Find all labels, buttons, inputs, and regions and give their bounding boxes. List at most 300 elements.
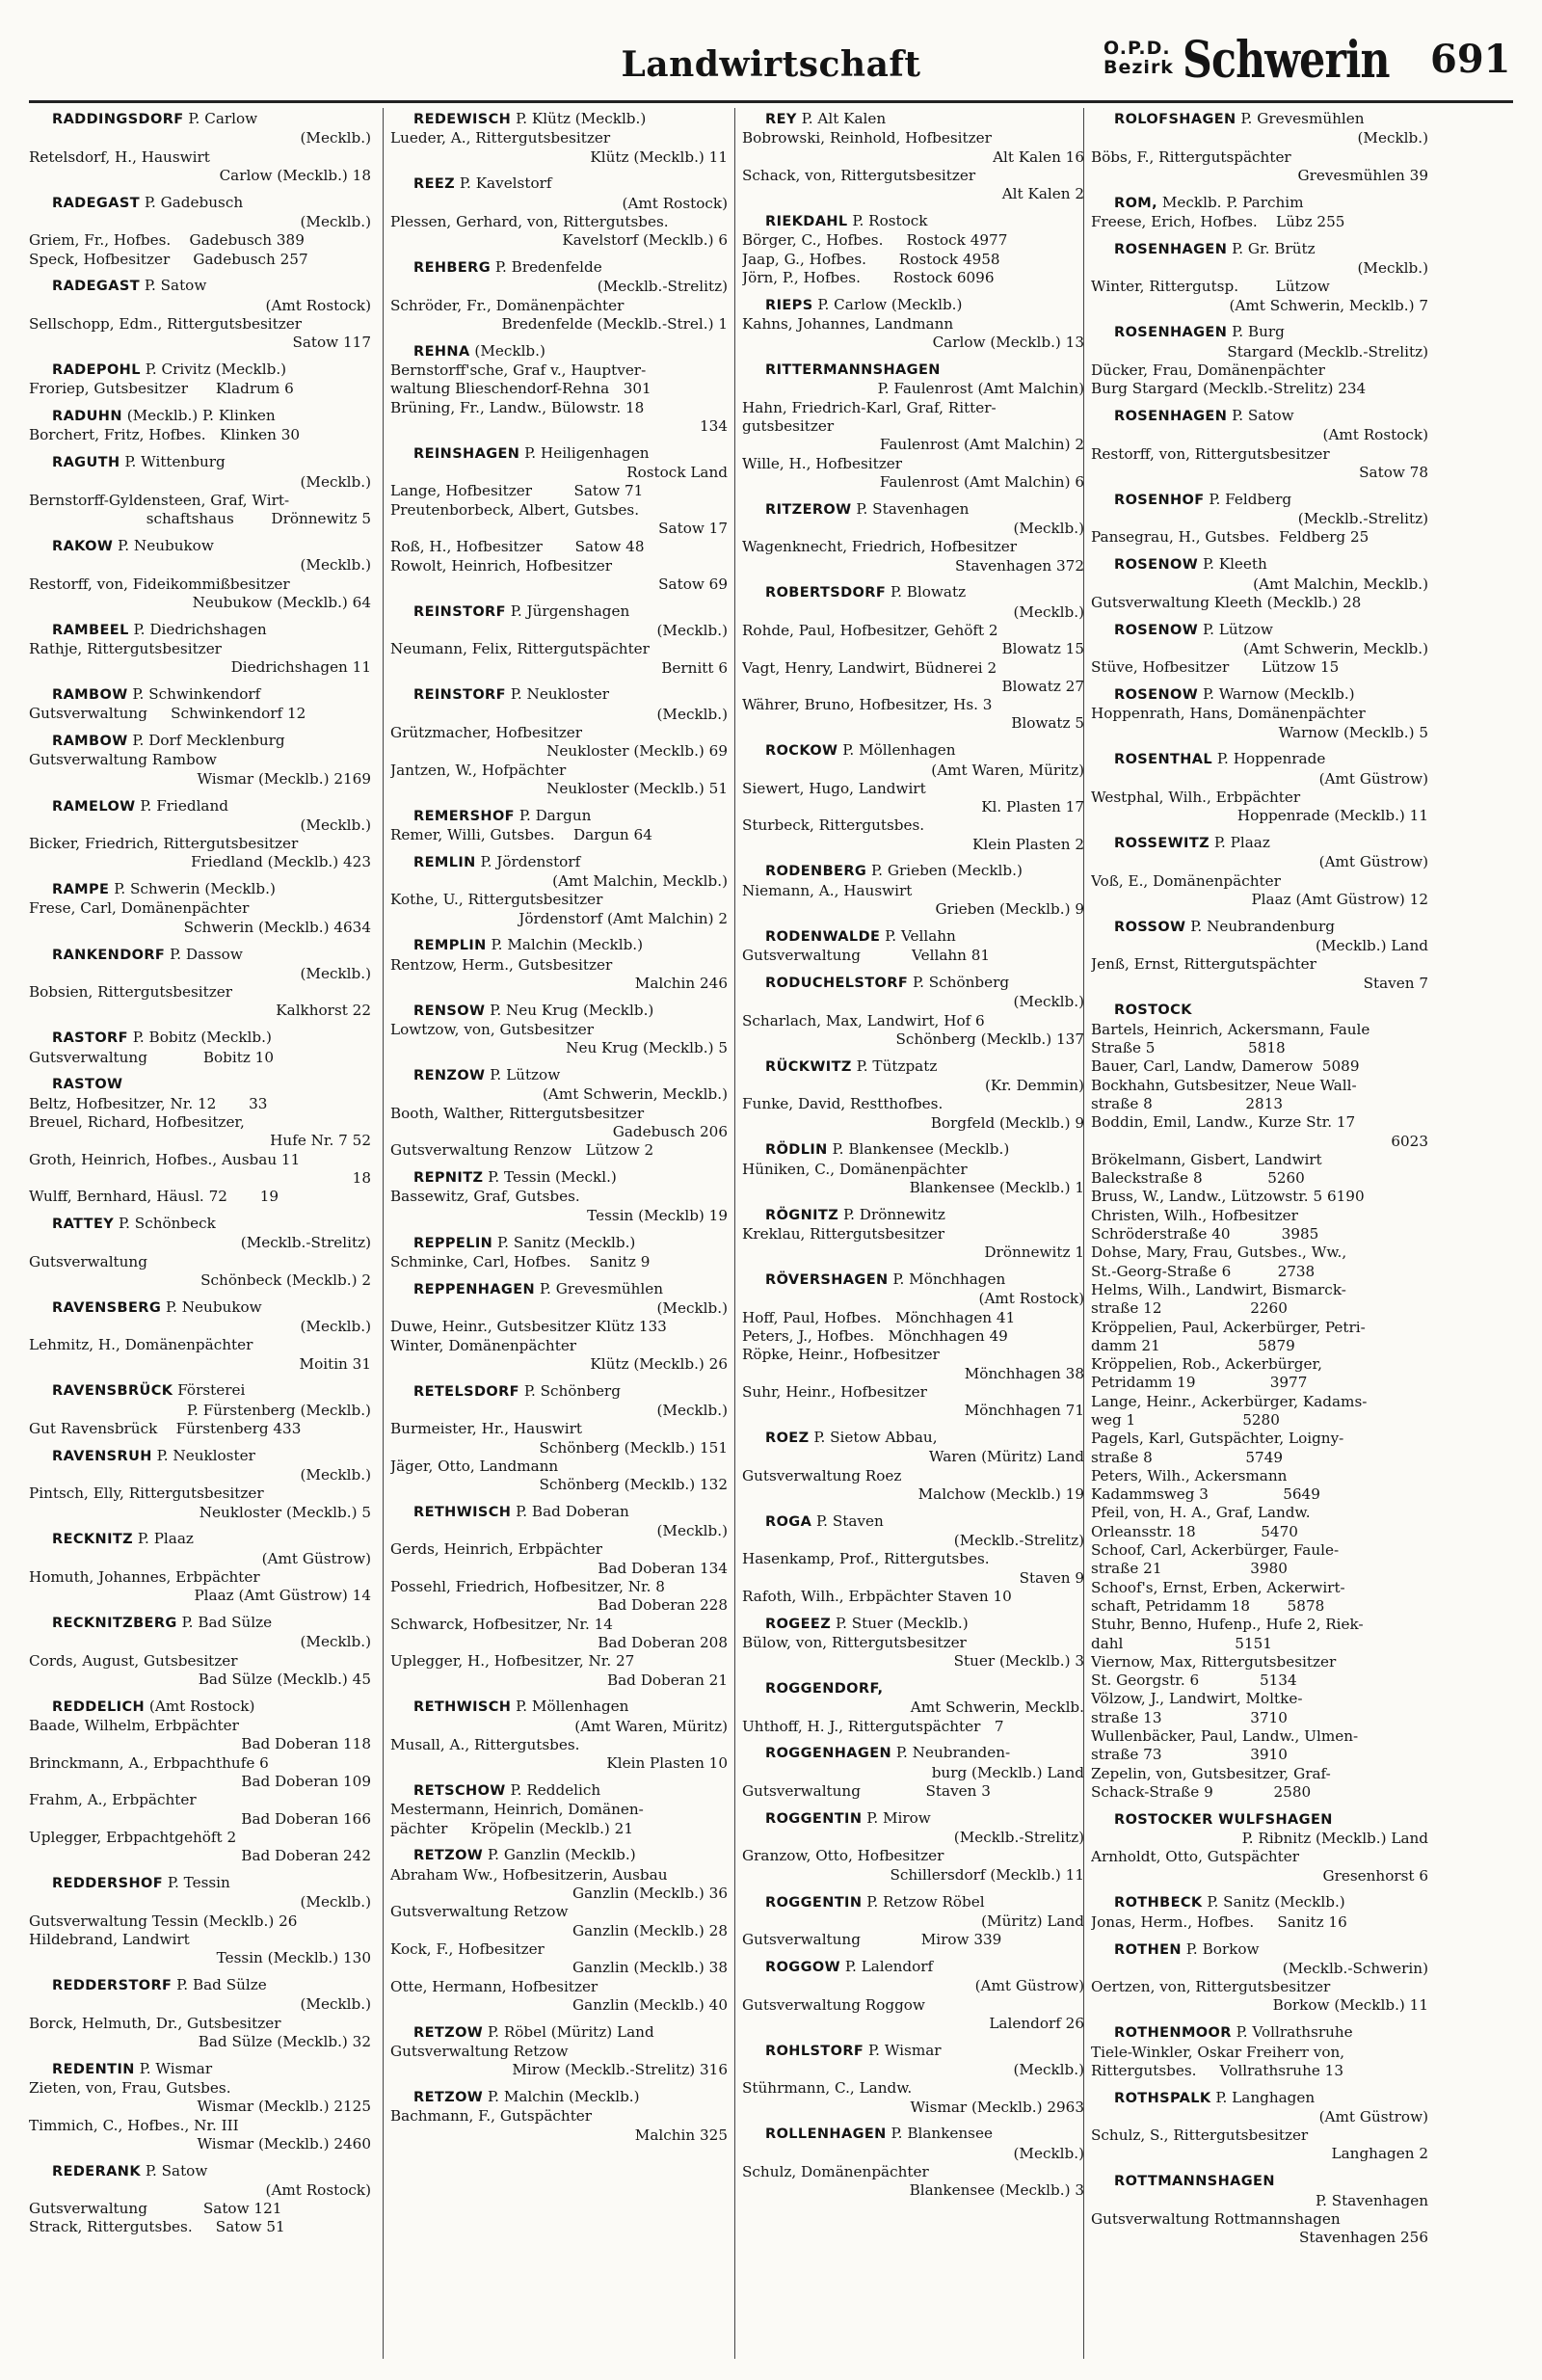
entry-line: Bad Doberan 134 bbox=[598, 1559, 728, 1577]
entry-line: Gerds, Heinrich, Erbpächter bbox=[390, 1540, 602, 1559]
entry-heading bbox=[742, 1057, 1084, 1077]
entry-line: Kock, F., Hofbesitzer bbox=[390, 1939, 545, 1958]
entry-heading bbox=[390, 1234, 728, 1253]
entry-line: Gutsverwaltung Staven 3 bbox=[742, 1782, 991, 1801]
entry-line: (Mecklb.) bbox=[1357, 129, 1428, 147]
place-postal: P. Crivitz (Mecklb.) bbox=[145, 361, 287, 379]
entry-line: Stavenhagen 256 bbox=[1298, 2229, 1428, 2247]
entry-line: Bredenfelde (Mecklb.-Strel.) 1 bbox=[501, 314, 728, 333]
entry-heading bbox=[742, 1615, 1084, 1634]
entry-line: Suhr, Heinr., Hofbesitzer bbox=[742, 1382, 927, 1401]
entry-line: Amt Schwerin, Mecklb. bbox=[910, 1698, 1084, 1717]
place-postal: P. Wismar bbox=[868, 2041, 942, 2059]
entry-line: (Mecklb.) bbox=[656, 621, 728, 639]
entry-line: Cords, August, Gutsbesitzer bbox=[29, 1651, 238, 1670]
entry-line: Viernow, Max, Rittergutsbesitzer bbox=[1091, 1652, 1337, 1671]
entry-heading bbox=[390, 174, 728, 194]
directory-entry bbox=[1091, 1940, 1428, 2016]
place-name: RAKOW bbox=[52, 538, 114, 554]
entry-line: (Amt Güstrow) bbox=[1318, 769, 1428, 788]
entry-line: Staven 9 bbox=[1019, 1568, 1084, 1587]
entry-line: Bassewitz, Graf, Gutsbes. bbox=[390, 1188, 580, 1206]
place-postal: P. Neu Krug (Mecklb.) bbox=[490, 1001, 654, 1019]
entry-line: Pfeil, von, H. A., Graf, Landw. bbox=[1091, 1504, 1311, 1522]
entry-heading bbox=[1091, 110, 1428, 129]
entry-line: Hoppenrade (Mecklb.) 11 bbox=[1236, 807, 1428, 825]
place-name: RATTEY bbox=[52, 1216, 115, 1232]
place-postal: P. Lützow bbox=[1202, 620, 1273, 638]
entry-heading bbox=[390, 853, 728, 872]
entry-heading bbox=[1091, 1893, 1428, 1912]
place-name: ROGGENTIN bbox=[765, 1894, 863, 1911]
entry-line: Gutsverwaltung Tessin (Mecklb.) 26 bbox=[29, 1912, 298, 1930]
directory-entry bbox=[1091, 194, 1428, 232]
entry-line: (Amt Rostock) bbox=[265, 2180, 371, 2199]
place-postal: P. Warnow (Mecklb.) bbox=[1202, 685, 1355, 704]
place-postal: P. Ganzlin (Mecklb.) bbox=[488, 1846, 636, 1864]
directory-column-4 bbox=[1091, 110, 1428, 2366]
directory-entry bbox=[29, 685, 371, 724]
entry-line: Gresenhorst 6 bbox=[1322, 1866, 1428, 1885]
place-postal: P. Langhagen bbox=[1215, 2088, 1316, 2106]
place-name: REMERSHOF bbox=[413, 808, 515, 824]
entry-line: P. Faulenrost (Amt Malchin) bbox=[877, 380, 1084, 398]
place-name: RANKENDORF bbox=[52, 947, 166, 963]
entry-line: Mönchhagen 38 bbox=[964, 1364, 1084, 1382]
entry-heading bbox=[390, 685, 728, 705]
place-postal: P. Carlow (Mecklb.) bbox=[817, 295, 963, 313]
place-name: RADEGAST bbox=[52, 195, 140, 211]
entry-line: Neumann, Felix, Rittergutspächter bbox=[390, 640, 650, 658]
entry-line: Mirow (Mecklb.-Strelitz) 316 bbox=[512, 2061, 728, 2079]
entry-heading bbox=[29, 453, 371, 472]
entry-line: 6023 bbox=[1391, 1132, 1428, 1150]
entry-line: Ganzlin (Mecklb.) 40 bbox=[572, 1995, 728, 2014]
entry-heading bbox=[29, 407, 371, 426]
place-postal: P. Neubukow bbox=[118, 536, 214, 554]
place-name: RAMELOW bbox=[52, 798, 136, 815]
entry-line: (Amt Schwerin, Mecklb.) bbox=[542, 1085, 728, 1104]
place-postal: (Mecklb.) P. Klinken bbox=[126, 407, 276, 425]
directory-entry bbox=[1091, 2023, 1428, 2080]
place-postal: P. Retzow Röbel bbox=[866, 1892, 985, 1911]
directory-entry bbox=[1091, 2172, 1428, 2247]
place-name: REDDELICH bbox=[52, 1698, 146, 1715]
place-postal: P. Gr. Brütz bbox=[1232, 239, 1316, 257]
place-name: RADEPOHL bbox=[52, 362, 141, 379]
directory-entry bbox=[742, 110, 1084, 203]
entry-line: Bartels, Heinrich, Ackersmann, Faule bbox=[1091, 1020, 1370, 1038]
entry-heading bbox=[29, 537, 371, 556]
entry-line: (Amt Schwerin, Mecklb.) bbox=[1242, 639, 1428, 657]
directory-entry bbox=[1091, 240, 1428, 315]
entry-line: 134 bbox=[700, 416, 728, 435]
entry-line: Funke, David, Restthofbes. bbox=[742, 1095, 944, 1113]
directory-entry bbox=[29, 880, 371, 937]
entry-heading bbox=[390, 1382, 728, 1402]
entry-line: Schulz, Domänenpächter bbox=[742, 2162, 929, 2180]
place-postal: P. Plaaz bbox=[1213, 834, 1270, 852]
directory-entry bbox=[1091, 407, 1428, 482]
entry-line: (Kr. Demmin) bbox=[984, 1076, 1084, 1094]
entry-heading bbox=[29, 797, 371, 816]
entry-line: Alt Kalen 16 bbox=[993, 147, 1084, 166]
place-name: RETSCHOW bbox=[413, 1783, 506, 1800]
entry-line: damm 21 5879 bbox=[1091, 1336, 1295, 1354]
place-postal: P. Möllenhagen bbox=[842, 741, 956, 760]
entry-line: Stargard (Mecklb.-Strelitz) bbox=[1227, 342, 1428, 361]
place-postal: P. Sanitz (Mecklb.) bbox=[1207, 1893, 1345, 1912]
place-postal: P. Mirow bbox=[866, 1808, 931, 1827]
entry-heading bbox=[29, 732, 371, 751]
place-postal: P. Dargun bbox=[518, 806, 592, 824]
place-name: ROTHBECK bbox=[1114, 1895, 1203, 1912]
place-name: REMLIN bbox=[413, 854, 476, 870]
place-postal: P. Tützpatz bbox=[856, 1056, 938, 1075]
entry-line: Bad Doberan 109 bbox=[241, 1772, 371, 1790]
place-postal: P. Wismar bbox=[139, 2059, 213, 2077]
entry-heading bbox=[390, 1002, 728, 1021]
entry-line: Blankensee (Mecklb.) 3 bbox=[909, 2181, 1084, 2200]
entry-line: Satow 17 bbox=[658, 519, 728, 537]
entry-line: Bülow, von, Rittergutsbesitzer bbox=[742, 1633, 967, 1651]
entry-line: Pintsch, Elly, Rittergutsbesitzer bbox=[29, 1484, 264, 1503]
entry-line: (Mecklb.) bbox=[300, 1995, 371, 2014]
place-postal: P. Rostock bbox=[852, 211, 928, 229]
directory-entry bbox=[29, 1029, 371, 1067]
entry-line: Neukloster (Mecklb.) 69 bbox=[546, 742, 728, 761]
entry-line: St. Georgstr. 6 5134 bbox=[1091, 1671, 1297, 1690]
entry-line: Neubukow (Mecklb.) 64 bbox=[192, 593, 371, 611]
place-name: ROEZ bbox=[765, 1431, 810, 1446]
directory-entry bbox=[390, 2088, 728, 2145]
entry-line: straße 13 3710 bbox=[1091, 1708, 1288, 1726]
entry-line: Christen, Wilh., Hofbesitzer bbox=[1091, 1206, 1298, 1224]
place-name: RAMBOW bbox=[52, 734, 128, 750]
directory-entry bbox=[742, 583, 1084, 733]
place-name: ROGGOW bbox=[765, 1959, 841, 1975]
entry-line: Timmich, C., Hofbes., Nr. III bbox=[29, 2116, 239, 2134]
directory-entry bbox=[742, 1270, 1084, 1420]
entry-heading bbox=[390, 1066, 728, 1085]
entry-line: Rentzow, Herm., Gutsbesitzer bbox=[390, 955, 613, 974]
entry-line: Pansegrau, H., Gutsbes. Feldberg 25 bbox=[1091, 528, 1369, 547]
place-postal: P. Heiligenhagen bbox=[524, 443, 650, 462]
entry-line: Böbs, F., Rittergutspächter bbox=[1091, 147, 1291, 166]
entry-line: Waren (Müritz) Land bbox=[928, 1448, 1084, 1466]
directory-entry bbox=[742, 927, 1084, 966]
entry-line: Granzow, Otto, Hofbesitzer bbox=[742, 1847, 944, 1865]
place-postal: P. Dassow bbox=[170, 945, 243, 963]
entry-line: Bad Doberan 21 bbox=[606, 1671, 728, 1689]
place-name: ROBERTSDORF bbox=[765, 585, 887, 602]
entry-line: Jörn, P., Hofbes. Rostock 6096 bbox=[742, 268, 995, 286]
directory-entry bbox=[1091, 1810, 1428, 1885]
entry-line: Helms, Wilh., Landwirt, Bismarck- bbox=[1091, 1280, 1346, 1298]
entry-heading bbox=[29, 946, 371, 965]
entry-heading bbox=[29, 1874, 371, 1893]
entry-line: Borgfeld (Mecklb.) 9 bbox=[930, 1113, 1084, 1132]
place-postal: P. Schönberg bbox=[912, 973, 1010, 991]
entry-line: Rohde, Paul, Hofbesitzer, Gehöft 2 bbox=[742, 621, 998, 639]
place-postal: P. Malchin (Mecklb.) bbox=[488, 2088, 640, 2105]
entry-line: Drönnewitz 1 bbox=[984, 1243, 1084, 1262]
place-postal: P. Malchin (Mecklb.) bbox=[491, 936, 644, 954]
entry-line: Ganzlin (Mecklb.) 36 bbox=[572, 1885, 728, 1903]
place-postal: P. Neubrandenburg bbox=[1190, 917, 1335, 935]
place-postal: P. Burg bbox=[1232, 323, 1285, 341]
place-name: ROGGENDORF, bbox=[765, 1681, 884, 1698]
entry-heading bbox=[1091, 2089, 1428, 2108]
entry-line: Klütz (Mecklb.) 11 bbox=[590, 147, 728, 166]
entry-line: Gadebusch 206 bbox=[612, 1123, 728, 1141]
place-name: REY bbox=[765, 112, 797, 127]
entry-line: Stuhr, Benno, Hufenp., Hufe 2, Riek- bbox=[1091, 1616, 1364, 1634]
entry-line: (Mecklb.) bbox=[656, 705, 728, 723]
entry-line: Bad Doberan 166 bbox=[241, 1809, 371, 1828]
entry-heading bbox=[29, 1614, 371, 1633]
directory-entry bbox=[742, 862, 1084, 919]
place-postal: P. Lützow bbox=[490, 1066, 561, 1084]
entry-line: (Mecklb.-Schwerin) bbox=[1282, 1959, 1428, 1977]
entry-heading bbox=[742, 212, 1084, 231]
entry-line: Börger, C., Hofbes. Rostock 4977 bbox=[742, 231, 1008, 250]
entry-line: straße 21 3980 bbox=[1091, 1560, 1288, 1578]
place-name: ROSENOW bbox=[1114, 622, 1199, 638]
entry-heading bbox=[1091, 1810, 1428, 1830]
entry-line: (Mecklb.-Strelitz) bbox=[240, 1234, 371, 1252]
directory-entry bbox=[390, 110, 728, 167]
entry-line: Restorff, von, Rittergutsbesitzer bbox=[1091, 444, 1330, 463]
entry-line: (Mecklb.) bbox=[300, 1466, 371, 1484]
entry-line: Peters, Wilh., Ackersmann bbox=[1091, 1466, 1288, 1484]
place-postal: P. Blankensee (Mecklb.) bbox=[832, 1140, 1010, 1159]
place-name: REINSHAGEN bbox=[413, 445, 520, 462]
directory-entry bbox=[29, 110, 371, 185]
place-name: ROSENHOF bbox=[1114, 492, 1205, 508]
directory-entry bbox=[390, 258, 728, 334]
place-name: RAMBEEL bbox=[52, 622, 129, 638]
entry-heading bbox=[390, 1503, 728, 1522]
directory-entry bbox=[29, 453, 371, 528]
entry-line: Brinckmann, A., Erbpachthufe 6 bbox=[29, 1753, 269, 1772]
entry-line: Hahn, Friedrich-Karl, Graf, Ritter- bbox=[742, 398, 997, 416]
entry-line: schaft, Petridamm 18 5878 bbox=[1091, 1596, 1325, 1615]
entry-line: Niemann, A., Hauswirt bbox=[742, 881, 913, 899]
place-name: RAVENSBERG bbox=[52, 1299, 162, 1316]
directory-entry bbox=[742, 361, 1084, 492]
place-name: RITZEROW bbox=[765, 501, 852, 518]
place-name: REPPENHAGEN bbox=[413, 1281, 536, 1297]
directory-entry bbox=[742, 1679, 1084, 1736]
place-postal: P. Dorf Mecklenburg bbox=[132, 732, 285, 750]
section-title: Landwirtschaft bbox=[621, 44, 921, 85]
entry-heading bbox=[742, 361, 1084, 380]
entry-line: (Amt Güstrow) bbox=[1318, 853, 1428, 871]
place-postal: P. Borkow bbox=[1185, 1939, 1260, 1958]
entry-line: P. Fürstenberg (Mecklb.) bbox=[186, 1401, 371, 1419]
entry-line: (Mecklb.) bbox=[300, 1317, 371, 1335]
entry-line: Kreklau, Rittergutsbesitzer bbox=[742, 1225, 945, 1243]
place-postal: P. Hoppenrade bbox=[1216, 750, 1326, 768]
entry-line: straße 12 2260 bbox=[1091, 1299, 1288, 1318]
directory-entry bbox=[1091, 685, 1428, 742]
entry-line: Gutsverwaltung Roggow bbox=[742, 1995, 925, 2014]
entry-line: Restorff, von, Fideikommißbesitzer bbox=[29, 575, 290, 593]
place-postal: P. Klütz (Mecklb.) bbox=[516, 110, 647, 127]
entry-line: Hufe Nr. 7 52 bbox=[270, 1132, 371, 1150]
entry-line: Rittergutsbes. Vollrathsruhe 13 bbox=[1091, 2061, 1344, 2079]
place-postal: P. Tessin bbox=[167, 1873, 230, 1891]
entry-line: Bicker, Friedrich, Rittergutsbesitzer bbox=[29, 835, 299, 853]
entry-line: Remer, Willi, Gutsbes. Dargun 64 bbox=[390, 825, 652, 843]
directory-entry bbox=[1091, 555, 1428, 612]
entry-line: Mönchhagen 71 bbox=[964, 1402, 1084, 1420]
entry-line: Jenß, Ernst, Rittergutspächter bbox=[1091, 955, 1316, 974]
entry-line: Vagt, Henry, Landwirt, Büdnerei 2 bbox=[742, 658, 997, 677]
header-rule bbox=[29, 100, 1513, 103]
entry-line: Speck, Hofbesitzer Gadebusch 257 bbox=[29, 250, 308, 268]
entry-line: Faulenrost (Amt Malchin) 6 bbox=[879, 472, 1084, 491]
entry-line: Schröderstraße 40 3985 bbox=[1091, 1225, 1319, 1243]
entry-heading bbox=[1091, 2172, 1428, 2191]
place-name: REDDERSHOF bbox=[52, 1875, 164, 1891]
entry-line: (Amt Malchin, Mecklb.) bbox=[1253, 575, 1428, 593]
entry-line: Brüning, Fr., Landw., Bülowstr. 18 bbox=[390, 398, 645, 416]
entry-line: 18 bbox=[352, 1168, 371, 1187]
entry-line: Musall, A., Rittergutsbes. bbox=[390, 1735, 580, 1753]
place-name: REHNA bbox=[413, 343, 470, 360]
directory-entry bbox=[1091, 621, 1428, 678]
entry-heading bbox=[742, 974, 1084, 993]
entry-line: (Amt Waren, Müritz) bbox=[931, 761, 1084, 779]
entry-line: (Amt Rostock) bbox=[978, 1290, 1084, 1308]
directory-entry bbox=[742, 2042, 1084, 2117]
entry-line: Carlow (Mecklb.) 18 bbox=[219, 166, 371, 184]
entry-line: Schönberg (Mecklb.) 137 bbox=[895, 1030, 1084, 1048]
place-name: RODENWALDE bbox=[765, 928, 881, 945]
place-name: ROGEEZ bbox=[765, 1616, 832, 1632]
entry-heading bbox=[742, 583, 1084, 602]
entry-line: Klein Plasten 10 bbox=[606, 1754, 728, 1773]
directory-entry bbox=[742, 2125, 1084, 2200]
entry-line: (Amt Güstrow) bbox=[974, 1977, 1084, 1995]
entry-line: Bad Sülze (Mecklb.) 32 bbox=[198, 2032, 371, 2050]
entry-heading bbox=[742, 1429, 1084, 1448]
directory-entry bbox=[1091, 110, 1428, 185]
place-name: RETZOW bbox=[413, 1848, 484, 1864]
entry-line: (Mecklb.) bbox=[1013, 993, 1084, 1011]
entry-line: Bernitt 6 bbox=[661, 658, 728, 677]
place-postal: P. Sanitz (Mecklb.) bbox=[497, 1233, 636, 1251]
entry-line: Otte, Hermann, Hofbesitzer bbox=[390, 1977, 598, 1995]
entry-heading bbox=[1091, 1940, 1428, 1960]
entry-line: Roß, H., Hofbesitzer Satow 48 bbox=[390, 538, 645, 556]
entry-line: (Amt Malchin, Mecklb.) bbox=[552, 871, 728, 890]
place-name: ROTHEN bbox=[1114, 1941, 1182, 1958]
directory-entry bbox=[742, 296, 1084, 353]
entry-line: Wismar (Mecklb.) 2460 bbox=[197, 2134, 371, 2153]
directory-entry bbox=[29, 2162, 371, 2237]
place-postal: (Amt Rostock) bbox=[148, 1697, 255, 1715]
entry-heading bbox=[29, 1447, 371, 1466]
entry-line: (Amt Rostock) bbox=[265, 296, 371, 314]
entry-line: Boddin, Emil, Landw., Kurze Str. 17 bbox=[1091, 1113, 1356, 1132]
entry-line: Grieben (Mecklb.) 9 bbox=[935, 900, 1084, 919]
entry-line: Gutsverwaltung Roez bbox=[742, 1466, 902, 1484]
entry-line: Wagenknecht, Friedrich, Hofbesitzer bbox=[742, 538, 1018, 556]
entry-line: Rafoth, Wilh., Erbpächter Staven 10 bbox=[742, 1587, 1012, 1605]
entry-line: Strack, Rittergutsbes. Satow 51 bbox=[29, 2218, 285, 2236]
entry-line: Bad Doberan 242 bbox=[241, 1847, 371, 1865]
place-name: ROSSOW bbox=[1114, 919, 1186, 935]
entry-heading bbox=[29, 194, 371, 213]
place-name: REDEWISCH bbox=[413, 112, 512, 127]
entry-heading bbox=[390, 110, 728, 129]
entry-line: Hildebrand, Landwirt bbox=[29, 1930, 190, 1948]
entry-line: (Mecklb.) bbox=[1013, 2144, 1084, 2162]
entry-line: Bobsien, Rittergutsbesitzer bbox=[29, 983, 232, 1002]
directory-entry bbox=[742, 500, 1084, 575]
directory-entry bbox=[742, 1057, 1084, 1133]
entry-line: Gutsverwaltung Vellahn 81 bbox=[742, 947, 991, 965]
entry-line: Blowatz 27 bbox=[1001, 677, 1084, 695]
entry-line: Moitin 31 bbox=[299, 1354, 371, 1373]
place-name: REHBERG bbox=[413, 260, 492, 277]
entry-heading bbox=[742, 741, 1084, 761]
entry-line: (Mecklb.) bbox=[300, 472, 371, 491]
entry-line: (Mecklb.) bbox=[1357, 259, 1428, 278]
entry-heading bbox=[390, 258, 728, 278]
entry-heading bbox=[29, 1381, 371, 1401]
place-postal: P. Alt Kalen bbox=[801, 110, 887, 127]
entry-line: Tiele-Winkler, Oskar Freiherr von, bbox=[1091, 2043, 1345, 2061]
place-name: ROTHENMOOR bbox=[1114, 2025, 1232, 2042]
place-name: RETHWISCH bbox=[413, 1504, 512, 1520]
entry-line: Petridamm 19 3977 bbox=[1091, 1374, 1308, 1392]
entry-line: (Amt Rostock) bbox=[1322, 426, 1428, 444]
directory-entry bbox=[742, 1512, 1084, 1606]
entry-line: Hüniken, C., Domänenpächter bbox=[742, 1160, 968, 1178]
directory-entry bbox=[742, 1809, 1084, 1885]
place-name: RADUHN bbox=[52, 409, 122, 425]
entry-line: Abraham Ww., Hofbesitzerin, Ausbau bbox=[390, 1865, 668, 1884]
entry-line: (Mecklb.) bbox=[656, 1401, 728, 1419]
entry-line: Grützmacher, Hofbesitzer bbox=[390, 723, 582, 741]
entry-line: schaftshaus Drönnewitz 5 bbox=[146, 510, 371, 528]
entry-line: (Mecklb.) bbox=[656, 1522, 728, 1540]
entry-line: Borck, Helmuth, Dr., Gutsbesitzer bbox=[29, 2014, 281, 2032]
entry-heading bbox=[390, 1698, 728, 1717]
place-name: RIEKDAHL bbox=[765, 213, 848, 229]
place-postal: P. Neukloster bbox=[156, 1446, 255, 1464]
entry-line: Klütz (Mecklb.) 26 bbox=[590, 1354, 728, 1373]
place-name: ROSTOCK bbox=[1114, 1003, 1192, 1019]
place-name: ROSENTHAL bbox=[1114, 752, 1213, 768]
entry-line: weg 1 5280 bbox=[1091, 1411, 1280, 1429]
entry-line: Lange, Heinr., Ackerbürger, Kadams- bbox=[1091, 1392, 1368, 1410]
entry-line: Voß, E., Domänenpächter bbox=[1091, 871, 1281, 890]
entry-line: Frese, Carl, Domänenpächter bbox=[29, 899, 250, 918]
entry-line: Straße 5 5818 bbox=[1091, 1039, 1286, 1057]
directory-entry bbox=[29, 946, 371, 1021]
entry-line: St.-Georg-Straße 6 2738 bbox=[1091, 1262, 1316, 1280]
entry-line: Schillersdorf (Mecklb.) 11 bbox=[890, 1865, 1084, 1884]
entry-line: Frahm, A., Erbpächter bbox=[29, 1791, 197, 1809]
entry-heading bbox=[742, 1679, 1084, 1698]
place-postal: P. Schwerin (Mecklb.) bbox=[114, 880, 276, 898]
directory-entry bbox=[1091, 2089, 1428, 2164]
